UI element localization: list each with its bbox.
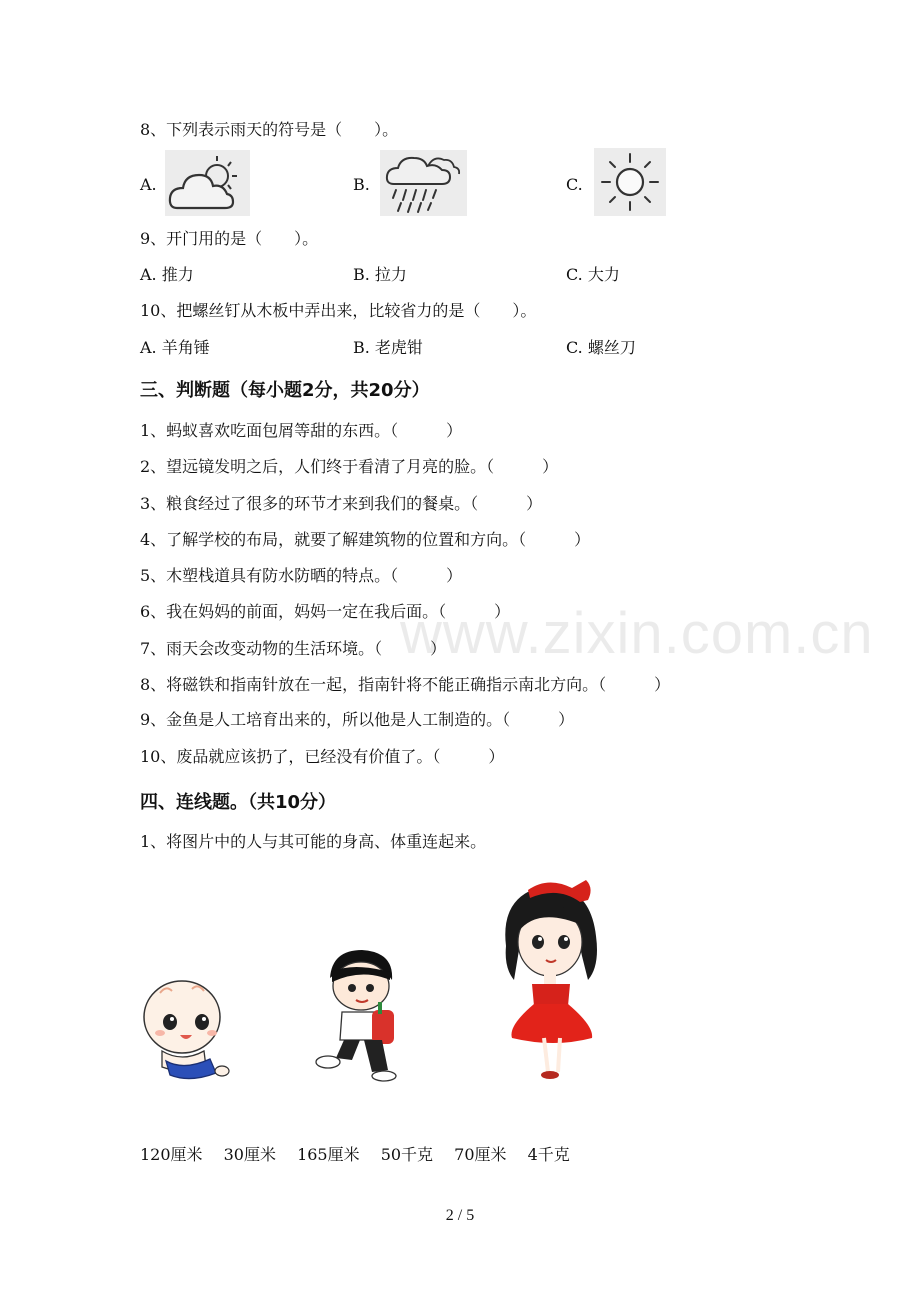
q9-stem: 9、开门用的是（ ）。	[140, 229, 319, 248]
baby-figure	[140, 975, 230, 1089]
judge-item: 4、了解学校的布局，就要了解建筑物的位置和方向。（ ）	[140, 530, 591, 549]
page-number: 2 / 5	[445, 1207, 475, 1224]
partly-cloudy-icon	[165, 150, 250, 216]
q8-option-b-label: B.	[353, 175, 370, 194]
judge-item: 5、木塑栈道具有防水防晒的特点。（ ）	[140, 566, 463, 585]
judge-item: 10、废品就应该扔了，已经没有价值了。（ ）	[140, 747, 505, 766]
q8-stem: 8、下列表示雨天的符号是（ ）。	[140, 120, 399, 139]
judge-item: 6、我在妈妈的前面，妈妈一定在我后面。（ ）	[140, 602, 511, 621]
judge-item: 3、粮食经过了很多的环节才来到我们的餐桌。（ ）	[140, 494, 543, 513]
watermark: www.zixin.com.cn	[400, 601, 874, 666]
q10-option-c: C. 螺丝刀	[566, 338, 636, 357]
q10-stem: 10、把螺丝钉从木板中弄出来，比较省力的是（ ）。	[140, 301, 537, 320]
q9-option-b: B. 拉力	[353, 265, 407, 284]
judge-item: 7、雨天会改变动物的生活环境。（ ）	[140, 639, 447, 658]
measurement-options: 120厘米 30厘米 165厘米 50千克 70厘米 4千克	[140, 1145, 570, 1164]
boy-figure	[312, 942, 407, 1086]
rain-cloud-icon	[380, 150, 467, 216]
judge-item: 9、金鱼是人工培育出来的，所以他是人工制造的。（ ）	[140, 710, 575, 729]
judge-item: 2、望远镜发明之后，人们终于看清了月亮的脸。（ ）	[140, 457, 559, 476]
q8-option-c-label: C.	[566, 175, 583, 194]
judge-item: 8、将磁铁和指南针放在一起，指南针将不能正确指示南北方向。（ ）	[140, 675, 671, 694]
section4-q1: 1、将图片中的人与其可能的身高、体重连起来。	[140, 832, 487, 851]
judge-item: 1、蚂蚁喜欢吃面包屑等甜的东西。（ ）	[140, 421, 463, 440]
q9-option-a: A. 推力	[140, 265, 194, 284]
q8-option-a-label: A.	[140, 175, 157, 194]
girl-figure	[498, 876, 608, 1090]
section3-title: 三、判断题（每小题2分，共20分）	[140, 380, 430, 401]
q9-option-c: C. 大力	[566, 265, 620, 284]
q10-option-a: A. 羊角锤	[140, 338, 210, 357]
q10-option-b: B. 老虎钳	[353, 338, 423, 357]
section4-title: 四、连线题。（共10分）	[140, 792, 337, 813]
sun-icon	[594, 148, 666, 216]
